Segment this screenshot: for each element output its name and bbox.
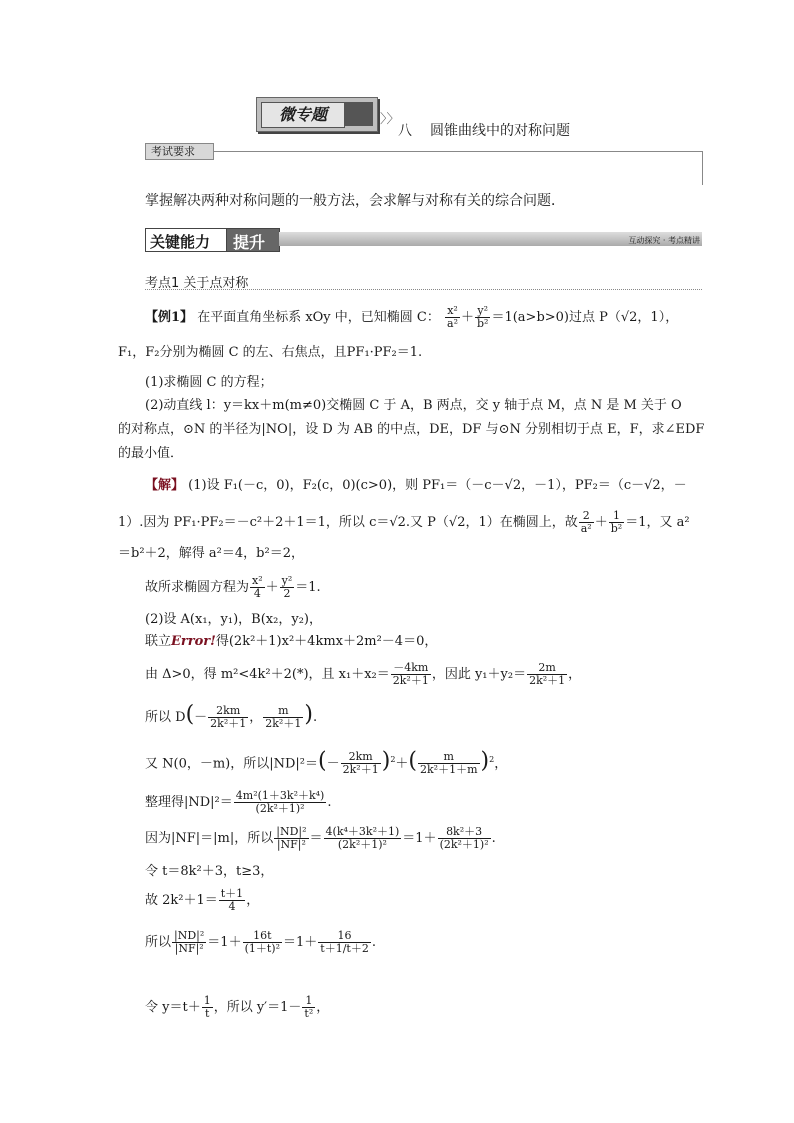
example-line-1: 【例1】 在平面直角坐标系 xOy 中，已知椭圆 C： $\frac{\text{x²}}{\text{a²}}$ ＋ $\frac{\text{y²}}{\text{b²}}$ ＝1(a>b>0)过点 P（√2，1）， — [145, 304, 679, 330]
example-q1: (1)求椭圆 C 的方程； — [145, 375, 273, 390]
fraction-1-t2: $\frac{1}{\text{t²}}$ — [304, 994, 314, 1020]
solution-line-12: 令 t＝8k²＋3，t≥3， — [145, 864, 274, 879]
solution-line-3: ＝b²＋2，解得 a²＝4，b²＝2， — [118, 546, 304, 561]
solution-line-10: 整理得|ND|²＝ $\frac{\text{4m²(1＋3k²＋k⁴)}}{\text{(2k²＋1)²}}$ . — [145, 789, 332, 815]
solution-text-14: 所以 — [145, 935, 172, 950]
fraction-t-plus-1: $\frac{t+1}{4}$ — [220, 887, 244, 913]
solution-line-5: (2)设 A(x₁，y₁)，B(x₂，y₂)， — [145, 612, 322, 627]
solution-text-7b: ，因此 y₁＋y₂＝ — [431, 667, 527, 682]
solution-text-2b: ＝1，又 a² — [625, 515, 690, 530]
fraction-x2-4: $\frac{\text{x²}}{4}$ — [252, 574, 263, 600]
solution-text-7a: 由 Δ>0，得 m²<4k²＋2(*)，且 x₁＋x₂＝ — [145, 667, 390, 682]
fraction-ratio-d: $\frac{\text{|ND|²}}{\text{|NF|²}}$ — [174, 929, 205, 955]
topic-heading: 考点1 关于点对称 — [145, 276, 249, 291]
solution-text-6a: 联立 — [145, 634, 172, 649]
section-title-box — [145, 228, 227, 252]
solution-line-14: 所以 $\frac{\text{|ND|²}}{\text{|NF|²}}$ ＝1＋ $\frac{16t}{\text{(1＋t)²}}$ ＝1＋ $\frac{16}{t+1/t+2}$ . — [145, 929, 376, 955]
solution-text-1: (1)设 F₁(－c，0)，F₂(c，0)(c>0)，则 PF₁＝（－c－√2，－1），PF₂＝（c－√2，－ — [188, 478, 687, 493]
fraction-16: $\frac{16}{t+1/t+2}$ — [320, 929, 369, 955]
solution-line-9: 又 N(0，－m)，所以|ND|²＝(－ $\frac{2km}{\text{2k²＋1}}$ )$^2$＋( $\frac{m}{\text{2k²＋1＋m}}$ )$^2$， — [145, 748, 508, 777]
solution-line-15: 令 y＝t＋ $\frac{1}{t}$ ，所以 y′＝1－ $\frac{1}{\text{t²}}$ ， — [145, 994, 330, 1020]
fraction-16t: $\frac{16t}{\text{(1＋t)²}}$ — [244, 929, 280, 955]
section-title: 关键能力 — [150, 233, 211, 251]
section-highlight: 提升 — [233, 233, 266, 252]
header-title: 圆锥曲线中的对称问题 — [430, 123, 570, 139]
error-marker: Error! — [171, 634, 216, 649]
section-highlight-box — [226, 228, 280, 252]
topic-underline — [145, 289, 702, 290]
solution-line-4: 故所求椭圆方程为 $\frac{\text{x²}}{4}$ ＋ $\frac{\text{y²}}{2}$ ＝1. — [145, 574, 321, 600]
solution-label: 【解】 — [145, 478, 185, 493]
fraction-nd-y: $\frac{m}{\text{2k²＋1＋m}}$ — [420, 750, 478, 777]
example-q2a: (2)动直线 l：y＝kx＋m(m≠0)交椭圆 C 于 A，B 两点，交 y 轴于点 M，点 N 是 M 关于 O — [145, 398, 682, 413]
solution-text-11a: 因为|NF|＝|m|，所以 — [145, 831, 274, 846]
solution-text-7c: ， — [568, 667, 582, 682]
solution-line-7 — [145, 662, 705, 687]
fraction-1-t: $\frac{1}{t}$ — [203, 994, 211, 1020]
fraction-2m: $\frac{2m}{\text{2k²＋1}}$ — [529, 661, 566, 687]
example-text-1b: ＝1(a>b>0)过点 P（√2，1）， — [491, 310, 679, 325]
fraction-y2-b2: $\frac{\text{y²}}{\text{b²}}$ — [477, 304, 489, 330]
fraction-1-b2: $\frac{1}{\text{b²}}$ — [610, 509, 623, 535]
fraction-ratio-b: $\frac{\text{4(k⁴＋3k²＋1)}}{\text{(2k²＋1)²}}$ — [325, 825, 400, 851]
solution-text-8: 所以 D — [145, 710, 186, 725]
requirements-tag — [145, 143, 214, 160]
section-side-note: 互动探究 · 考点精讲 — [628, 236, 700, 245]
solution-text-15: 令 y＝t＋ — [145, 1000, 201, 1015]
solution-text-6b: 得(2k²＋1)x²＋4kmx＋2m²－4＝0， — [215, 634, 438, 649]
fraction-neg4km: $\frac{-4km}{\text{2k²＋1}}$ — [392, 661, 429, 687]
fraction-d-x: $\frac{2km}{\text{2k²＋1}}$ — [210, 704, 247, 730]
solution-line-1 — [145, 476, 705, 496]
solution-text-13: 故 2k²＋1＝ — [145, 893, 218, 908]
fraction-d-y: $\frac{m}{\text{2k²＋1}}$ — [265, 704, 302, 730]
section-header — [145, 228, 702, 252]
fraction-x2-a2: $\frac{\text{x²}}{\text{a²}}$ — [447, 304, 458, 330]
solution-line-13: 故 2k²＋1＝ $\frac{t+1}{4}$ ， — [145, 887, 260, 913]
requirements-tag-label: 考试要求 — [151, 145, 195, 158]
example-line-2: F₁，F₂分别为椭圆 C 的左、右焦点，且PF₁·PF₂＝1. — [118, 345, 423, 360]
solution-line-6 — [145, 632, 705, 652]
header-number: 八 — [398, 123, 412, 139]
solution-line-11: 因为|NF|＝|m|，所以 $\frac{\text{|ND|²}}{\text{|NF|²}}$ ＝ $\frac{\text{4(k⁴＋3k²＋1)}}{\text{(2k²＋1)²}}$ ＝1＋ $\frac{\text{8k²＋3}}{\text{(2k²＋1)²}}$ . — [145, 825, 496, 851]
header-badge — [256, 97, 378, 132]
solution-text-2a: 1）.因为 PF₁·PF₂＝－c²＋2＋1＝1，所以 c＝√2.又 P（√2，1）在椭圆上，故 — [118, 515, 578, 530]
header-arrow-icon: 〉〉 — [380, 112, 400, 127]
solution-line-2: 1）.因为 PF₁·PF₂＝－c²＋2＋1＝1，所以 c＝√2.又 P（√2，1）在椭圆上，故 $\frac{2}{\text{a²}}$ ＋ $\frac{1}{\text{b²}}$ ＝1，又 a² — [118, 509, 690, 535]
fraction-nd-x: $\frac{2km}{\text{2k²＋1}}$ — [342, 750, 379, 777]
fraction-ratio-c: $\frac{\text{8k²＋3}}{\text{(2k²＋1)²}}$ — [439, 825, 489, 851]
solution-text-10: 整理得|ND|²＝ — [145, 795, 233, 810]
requirements-rule — [214, 151, 702, 152]
requirements-rule-right — [702, 151, 703, 185]
fraction-ratio-a: $\frac{\text{|ND|²}}{\text{|NF|²}}$ — [276, 825, 307, 851]
example-label: 【例1】 — [145, 310, 194, 325]
example-text-1a: 在平面直角坐标系 xOy 中，已知椭圆 C： — [197, 310, 440, 325]
solution-text-4a: 故所求椭圆方程为 — [145, 580, 250, 595]
solution-text-4b: ＝1. — [295, 580, 321, 595]
solution-text-15b: ，所以 y′＝1－ — [213, 1000, 302, 1015]
fraction-y2-2: $\frac{\text{y²}}{2}$ — [281, 574, 293, 600]
header-badge-block — [345, 102, 373, 126]
fraction-2-a2: $\frac{2}{\text{a²}}$ — [580, 509, 592, 535]
fraction-nd-sq: $\frac{\text{4m²(1＋3k²＋k⁴)}}{\text{(2k²＋1)²}}$ — [235, 789, 325, 815]
solution-text-9: 又 N(0，－m)，所以|ND|²＝ — [145, 756, 319, 772]
example-q2c: 的最小值． — [118, 446, 184, 461]
example-q2b: 的对称点，⊙N 的半径为|NO|，设 D 为 AB 的中点，DE，DF 与⊙N 分别相切于点 E，F，求∠EDF — [118, 422, 705, 437]
solution-line-8: 所以 D(－ $\frac{2km}{\text{2k²＋1}}$ ， $\frac{m}{\text{2k²＋1}}$ ). — [145, 702, 318, 730]
requirements-text: 掌握解决两种对称问题的一般方法，会求解与对称有关的综合问题． — [145, 193, 565, 209]
header-badge-label: 微专题 — [261, 102, 345, 128]
